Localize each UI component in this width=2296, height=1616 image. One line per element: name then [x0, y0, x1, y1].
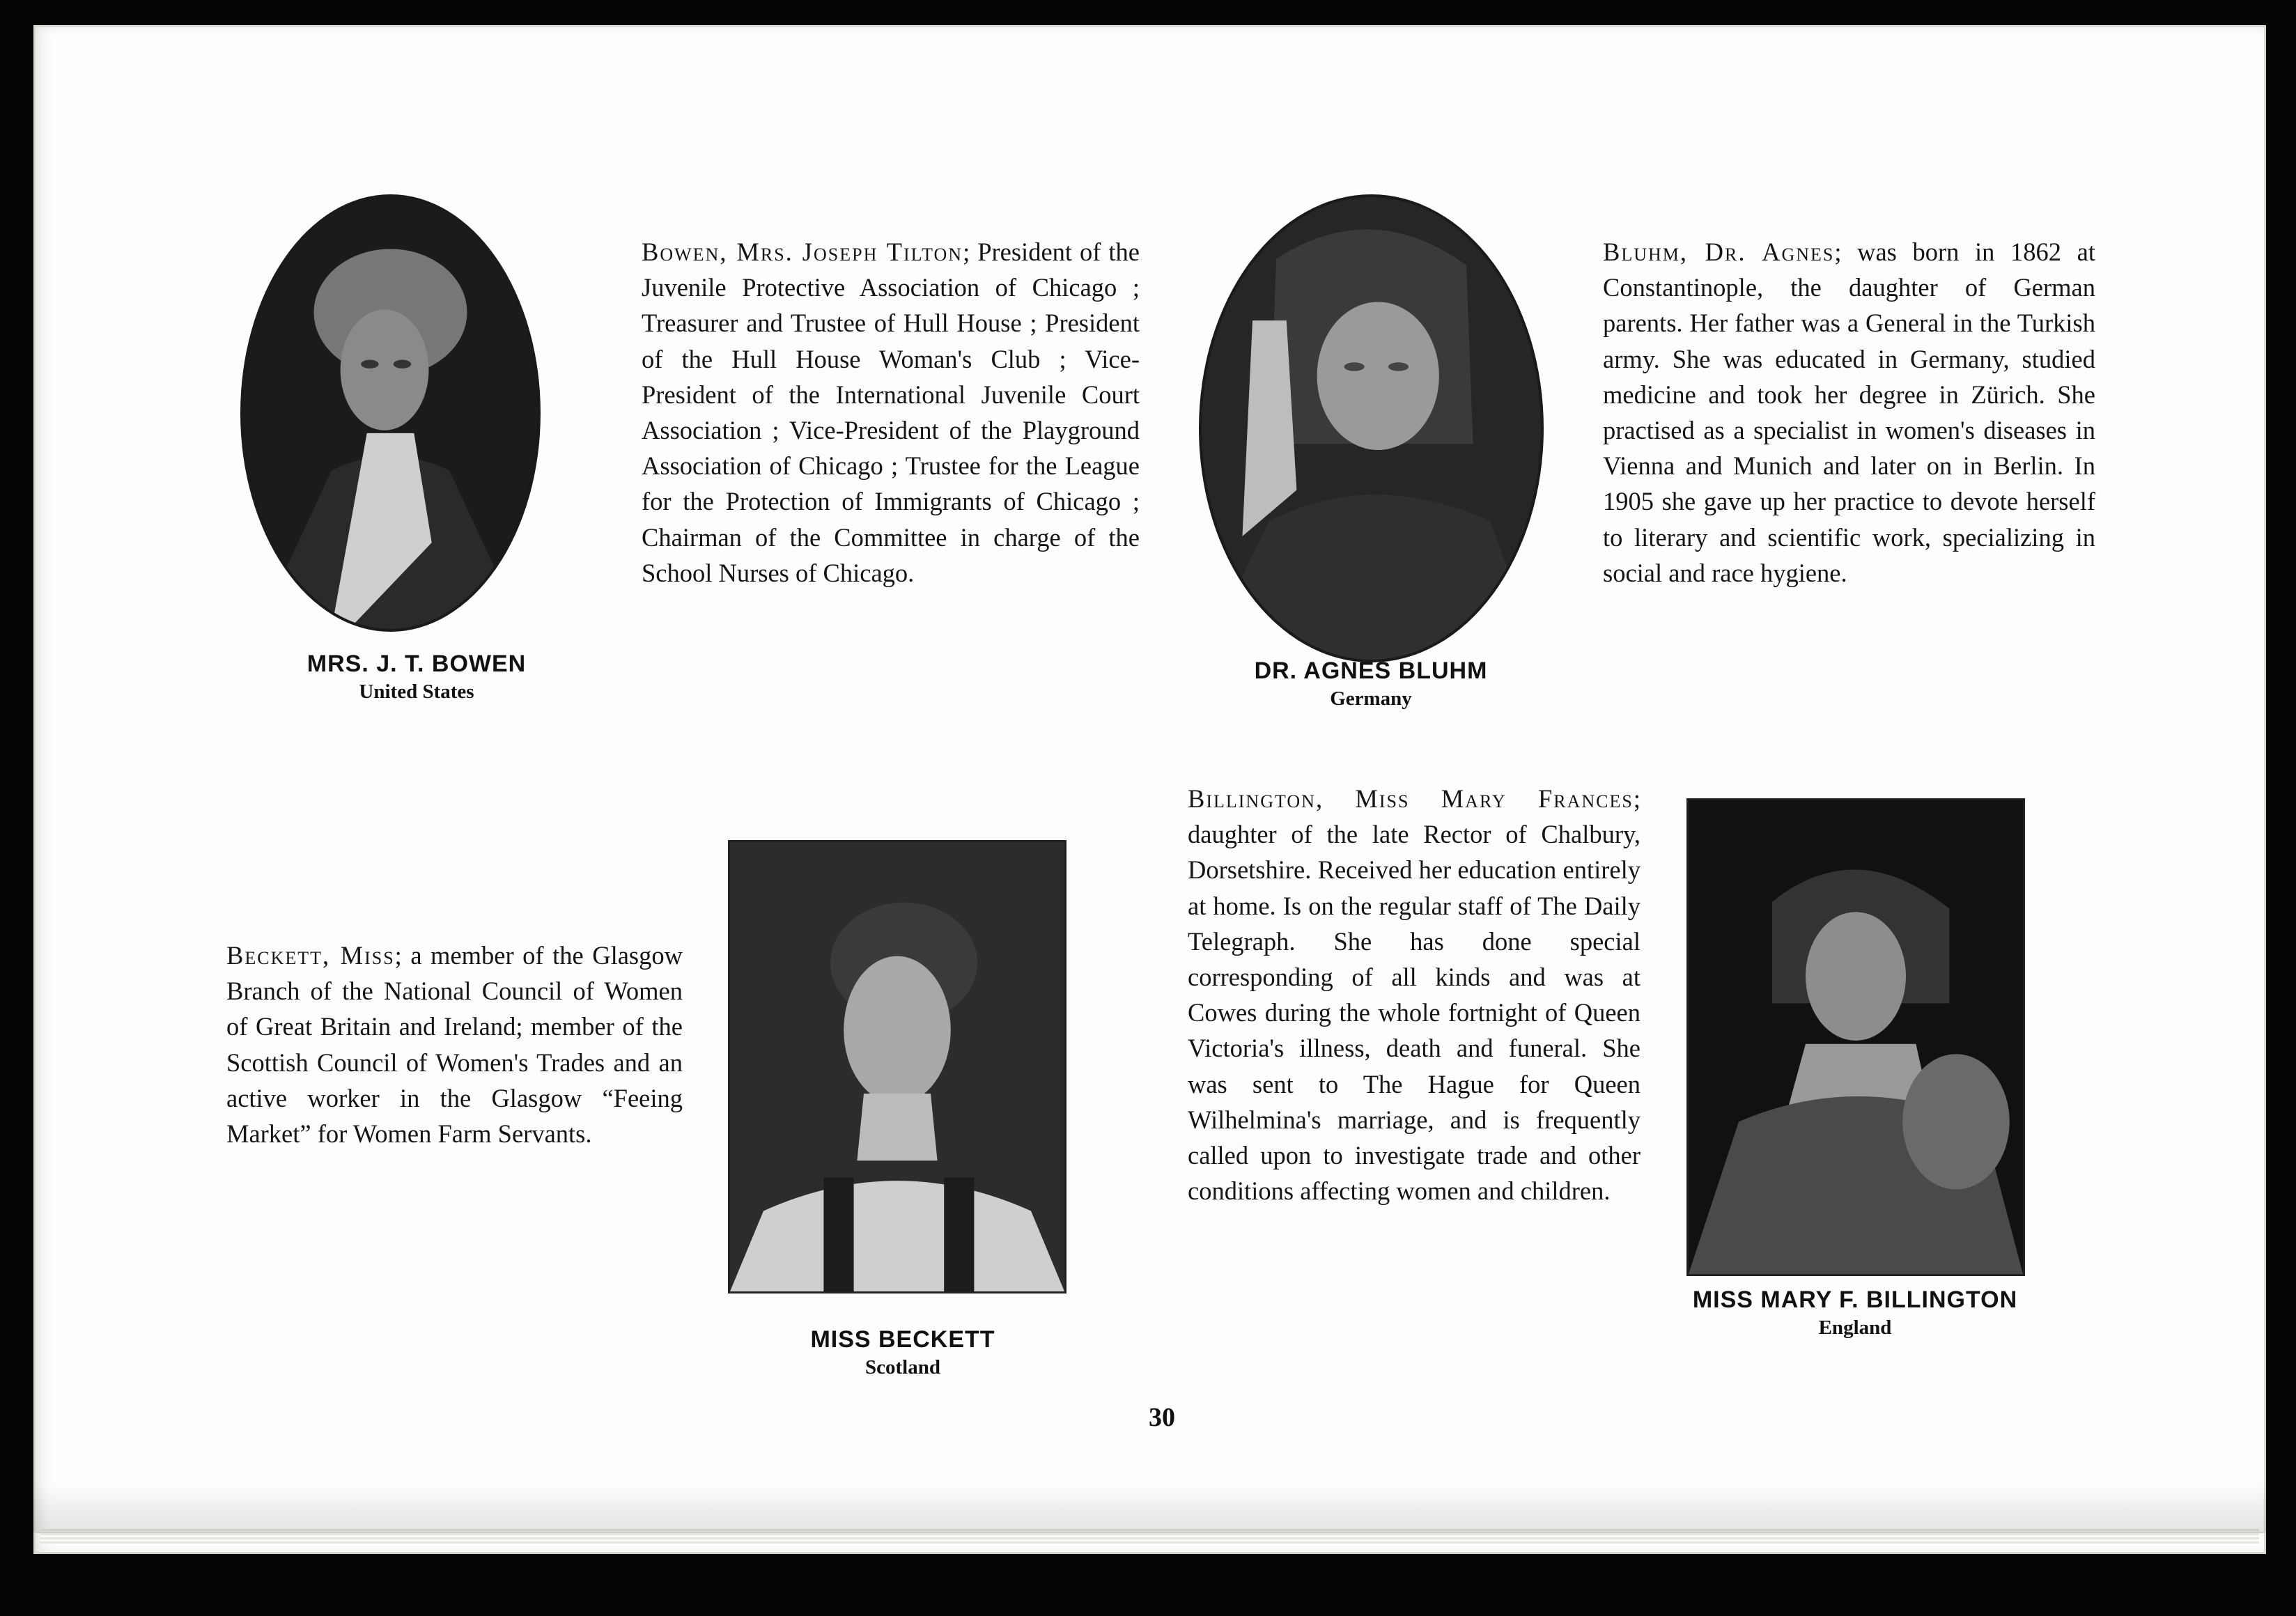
caption-country: Germany [1330, 687, 1412, 710]
caption-bluhm [1218, 655, 1524, 711]
portrait-billington [1686, 798, 2025, 1276]
bio-lead: Billington, Miss Mary Frances [1188, 784, 1634, 813]
bio-text: ; President of the Juvenile Protective Association of Chicago ; Treasurer and Trustee of Hull House ; President of the Hull House Woman's Club ; Vice-President of the International Juvenile Court Association ; Vice-President of the Playground Association of Chicago ; Trustee for the League for the Protection of Immigrants of Chicago ; Chairman of the Committee in charge of the School Nurses of Chicago. [642, 238, 1140, 587]
bio-lead: Bluhm, Dr. Agnes [1603, 238, 1835, 266]
bio-bowen [642, 234, 1140, 591]
bio-text: ; was born in 1862 at Constantinople, the daughter of German parents. Her father was a General in the Turkish army. She was educated in Germany, studied medicine and took her degree in Zürich. She practised as a specialist in women's diseases in Vienna and Munich and later on in Berlin. In 1905 she gave up her practice to devote herself to literary and scientific work, specializing in social and race hygiene. [1603, 238, 2095, 587]
bio-text: ; daughter of the late Rector of Chalbury, Dorsetshire. Received her education entirely at home. Is on the regular staff of The Daily Telegraph. She has done special corresponding of all kinds and was at Cowes during the whole fortnight of Queen Victoria's illness, death and funeral. She was sent to The Hague for Queen Wilhelmina's marriage, and is frequently called upon to investigate trade and other conditions affecting women and children. [1188, 784, 1640, 1206]
caption-name: MISS BECKETT [810, 1326, 995, 1353]
bio-bluhm [1603, 234, 2095, 591]
caption-billington [1663, 1284, 2047, 1340]
portrait-bowen [240, 194, 541, 632]
caption-name: DR. AGNES BLUHM [1254, 658, 1488, 684]
bio-billington [1188, 781, 1640, 1209]
book-page [33, 25, 2266, 1554]
caption-country: Scotland [865, 1356, 940, 1379]
bio-beckett [226, 938, 683, 1151]
page-number: 30 [1149, 1403, 1175, 1432]
caption-name: MRS. J. T. BOWEN [307, 651, 527, 677]
caption-country: United States [359, 681, 474, 704]
caption-bowen [263, 648, 570, 704]
caption-name: MISS MARY F. BILLINGTON [1692, 1287, 2018, 1313]
caption-country: England [1818, 1316, 1892, 1339]
portrait-beckett [728, 840, 1066, 1293]
bio-text: ; a member of the Glasgow Branch of the National Council of Women of Great Britain and Ireland; member of the Scottish Council of Women's Trades and an active worker in the Glasgow “Feeing Market” for Women Farm Servants. [226, 941, 683, 1149]
caption-beckett [757, 1324, 1049, 1380]
portrait-bluhm [1199, 194, 1544, 662]
bio-lead: Bowen, Mrs. Joseph Tilton [642, 238, 963, 266]
bio-lead: Beckett, Miss [226, 941, 395, 970]
page-edge [40, 1529, 2259, 1544]
